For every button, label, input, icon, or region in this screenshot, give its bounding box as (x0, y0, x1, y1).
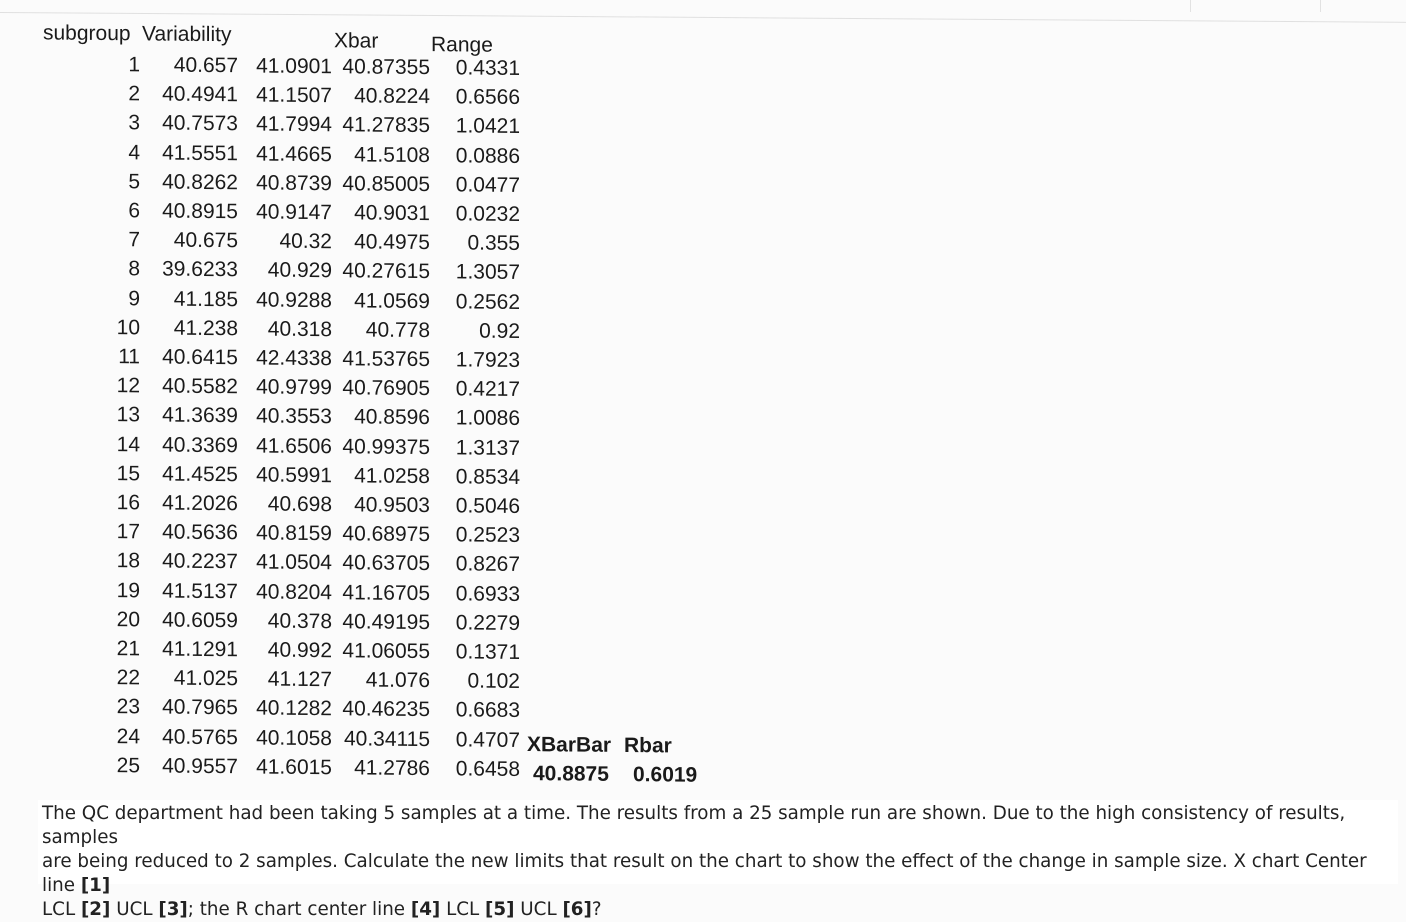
range-cell: 0.4217 (455, 377, 520, 402)
rbar-value: 0.6019 (633, 763, 698, 787)
xbar-cell: 41.5108 (354, 142, 430, 167)
subgroup-cell: 10 (116, 315, 140, 340)
sample-cell: 40.3553 (256, 404, 332, 429)
sample-cell: 40.8204 (256, 580, 332, 604)
sample-cell: 40.698 (267, 492, 332, 517)
sample-cell: 40.5991 (256, 463, 332, 487)
blank-6: [6] (562, 899, 592, 920)
range-cell: 1.3057 (455, 260, 520, 285)
subgroup-cell: 14 (116, 432, 140, 456)
subgroup-cell: 24 (116, 724, 140, 748)
xbar-cell: 41.16705 (342, 580, 430, 605)
subgroup-cell: 2 (128, 82, 140, 106)
sample-cell: 41.0901 (256, 54, 332, 79)
variability-cell: 41.2026 (162, 491, 238, 516)
question-line-2-text: are being reduced to 2 samples. Calculate the new limits that result on the chart to show the effect of the change in sample size. X chart Center line (42, 851, 1367, 896)
sample-cell: 40.8159 (256, 521, 332, 546)
sample-cell: 40.1058 (256, 726, 332, 750)
subgroup-cell: 19 (116, 578, 140, 602)
xbar-cell: 40.9503 (354, 493, 430, 518)
sheet-column-divider (1190, 0, 1191, 12)
subgroup-cell: 21 (116, 637, 140, 661)
xbar-cell: 40.87355 (342, 55, 430, 80)
variability-cell: 40.2237 (162, 549, 238, 574)
range-cell: 0.6566 (455, 85, 520, 110)
rbar-label: Rbar (624, 733, 672, 758)
range-cell: 0.4707 (455, 727, 520, 752)
xbar-cell: 40.85005 (342, 172, 430, 196)
xbar-cell: 41.076 (365, 668, 430, 693)
variability-cell: 40.8262 (162, 170, 238, 195)
range-cell: 0.0886 (455, 143, 520, 168)
subgroup-cell: 16 (116, 491, 140, 515)
variability-cell: 40.9557 (162, 754, 238, 779)
xbar-cell: 41.53765 (342, 347, 430, 372)
blank-4: [4] (410, 899, 441, 920)
subgroup-cell: 22 (116, 666, 140, 690)
range-cell: 0.6458 (455, 757, 520, 781)
subgroup-cell: 15 (116, 461, 140, 486)
question-line-3e: UCL (514, 899, 563, 920)
variability-cell: 40.6415 (162, 345, 238, 370)
sample-cell: 41.6506 (256, 434, 332, 458)
subgroup-cell: 23 (116, 695, 140, 719)
subgroup-cell: 25 (116, 753, 140, 778)
range-cell: 0.0232 (455, 202, 520, 226)
xbar-cell: 40.4975 (354, 230, 430, 255)
sample-cell: 40.9288 (256, 288, 332, 312)
range-cell: 0.1371 (455, 640, 520, 664)
range-cell: 0.92 (479, 319, 520, 343)
subgroup-cell: 11 (118, 345, 140, 369)
range-cell: 0.2523 (455, 523, 520, 548)
variability-cell: 40.3369 (162, 433, 238, 457)
xbar-cell: 41.0569 (354, 288, 430, 313)
sample-cell: 40.992 (267, 638, 332, 663)
subgroup-cell: 3 (128, 111, 140, 135)
subgroup-cell: 7 (128, 228, 140, 252)
xbar-cell: 40.76905 (342, 376, 430, 401)
sheet-column-divider (1320, 0, 1321, 12)
variability-cell: 40.4941 (162, 82, 238, 107)
question-line-3a: LCL (42, 899, 81, 920)
variability-cell: 41.185 (173, 287, 238, 311)
xbar-cell: 40.63705 (342, 551, 430, 576)
header-range: Range (431, 33, 493, 57)
range-cell: 0.6933 (455, 581, 520, 606)
range-cell: 1.0421 (455, 114, 520, 139)
variability-cell: 41.025 (173, 666, 238, 691)
xbar-cell: 41.27835 (342, 113, 430, 138)
xbar-cell: 40.99375 (342, 434, 430, 459)
subgroup-cell: 12 (116, 374, 140, 398)
xbar-cell: 40.9031 (354, 201, 430, 226)
question-line-3b: UCL (110, 899, 159, 920)
question-line-3c: ; the R chart center line (187, 899, 411, 920)
range-cell: 0.0477 (455, 173, 520, 197)
question-line-3d: LCL (440, 899, 486, 920)
subgroup-cell: 18 (116, 549, 140, 573)
variability-cell: 40.675 (173, 228, 238, 253)
range-cell: 0.355 (467, 231, 520, 256)
xbarbar-label: XBarBar (527, 733, 612, 757)
xbarbar-value: 40.8875 (533, 762, 609, 786)
range-cell: 0.2562 (455, 289, 520, 314)
subgroup-cell: 9 (128, 286, 140, 310)
range-cell: 0.2279 (455, 611, 520, 635)
variability-cell: 41.5137 (162, 579, 238, 603)
sample-cell: 41.1507 (256, 83, 332, 108)
range-cell: 1.0086 (455, 406, 520, 431)
xbar-cell: 40.27615 (342, 259, 430, 284)
variability-cell: 41.1291 (162, 637, 238, 662)
subgroup-cell: 6 (128, 199, 140, 223)
subgroup-cell: 1 (128, 53, 140, 77)
sample-cell: 40.929 (267, 258, 332, 283)
xbar-cell: 40.8224 (354, 84, 430, 109)
xbar-cell: 41.0258 (354, 464, 430, 488)
variability-cell: 40.5765 (162, 725, 238, 749)
sample-cell: 40.9799 (256, 375, 332, 400)
question-line-3f: ? (591, 899, 602, 920)
variability-cell: 40.5636 (162, 520, 238, 545)
variability-cell: 40.6059 (162, 608, 238, 633)
subgroup-cell: 20 (116, 607, 140, 632)
sample-cell: 42.4338 (256, 346, 332, 371)
variability-cell: 41.3639 (162, 403, 238, 428)
variability-cell: 39.6233 (162, 257, 238, 282)
question-line-1 (42, 802, 1394, 850)
range-cell: 0.102 (467, 669, 520, 694)
xbar-cell: 40.34115 (343, 726, 430, 751)
sample-cell: 41.4665 (256, 142, 332, 166)
xbar-cell: 40.49195 (342, 610, 430, 634)
variability-cell: 41.238 (173, 316, 238, 341)
sample-cell: 41.7994 (256, 112, 332, 137)
subgroup-cell: 5 (128, 170, 140, 194)
sample-cell: 41.0504 (256, 550, 332, 575)
range-cell: 0.8267 (455, 552, 520, 577)
sample-cell: 41.127 (267, 667, 332, 692)
sample-cell: 40.378 (267, 609, 332, 633)
question-text (38, 800, 1398, 920)
variability-cell: 40.8915 (162, 199, 238, 224)
header-subgroup: subgroup (43, 21, 131, 46)
xbar-cell: 40.46235 (342, 697, 430, 722)
range-cell: 1.7923 (455, 348, 520, 372)
sample-cell: 40.32 (279, 229, 332, 254)
sample-cell: 40.8739 (256, 171, 332, 195)
variability-cell: 40.7965 (162, 695, 238, 720)
range-cell: 0.4331 (455, 56, 520, 80)
blank-2: [2] (80, 899, 111, 920)
range-cell: 0.5046 (455, 494, 520, 518)
sample-cell: 40.9147 (256, 200, 332, 225)
variability-cell: 40.657 (173, 53, 238, 78)
sample-cell: 41.6015 (256, 755, 332, 779)
variability-cell: 41.5551 (162, 141, 238, 165)
sample-cell: 40.318 (267, 317, 332, 341)
question-line-2 (42, 850, 1394, 898)
question-line-1-text: The QC department had been taking 5 samples at a time. The results from a 25 sample run are shown. Due to the high consistency of results, samples (42, 803, 1346, 848)
header-xbar: Xbar (334, 29, 379, 53)
range-cell: 0.8534 (455, 465, 520, 489)
variability-cell: 41.4525 (162, 462, 238, 487)
blank-5: [5] (485, 899, 515, 920)
variability-cell: 40.7573 (162, 111, 238, 136)
header-variability: Variability (142, 22, 232, 47)
subgroup-cell: 17 (116, 520, 140, 544)
xbar-cell: 41.2786 (354, 756, 430, 780)
variability-cell: 40.5582 (162, 374, 238, 399)
subgroup-cell: 4 (128, 140, 140, 164)
xbar-cell: 40.8596 (354, 405, 430, 430)
xbar-cell: 40.778 (365, 318, 430, 342)
sample-cell: 40.1282 (256, 696, 332, 721)
range-cell: 0.6683 (455, 698, 520, 723)
range-cell: 1.3137 (455, 435, 520, 460)
xbar-cell: 40.68975 (342, 522, 430, 547)
blank-1: [1] (80, 875, 111, 896)
blank-3: [3] (158, 899, 188, 920)
subgroup-cell: 13 (116, 403, 140, 427)
xbar-cell: 41.06055 (342, 639, 430, 664)
subgroup-cell: 8 (128, 257, 140, 281)
